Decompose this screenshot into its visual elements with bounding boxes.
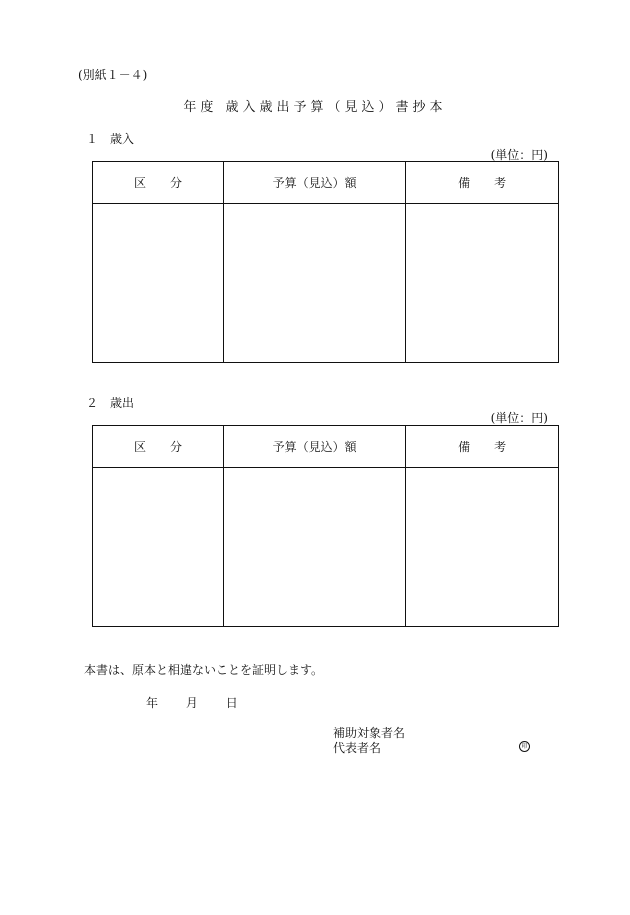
table-header-row [93, 162, 559, 204]
table-row [93, 468, 559, 627]
attachment-label: (別紙１－４) [78, 68, 148, 82]
recipient-name-label: 補助対象者名 [333, 726, 406, 740]
category-cell[interactable] [93, 468, 224, 627]
column-header-budget-amount: 予算（見込）額 [223, 426, 405, 468]
date-month: 月 [185, 696, 198, 710]
section-heading-expenditure: ２ 歳出 [86, 396, 135, 410]
section-heading-revenue: １ 歳入 [86, 132, 135, 146]
certification-statement: 本書は、原本と相違ないことを証明します。 [84, 663, 324, 677]
unit-label-expenditure: (単位：円) [490, 411, 548, 425]
document-title: 年度 歳入歳出予算（見込）書抄本 [183, 100, 447, 115]
remarks-cell[interactable] [406, 204, 559, 363]
revenue-table [92, 161, 559, 363]
column-header-category: 区 分 [93, 162, 224, 204]
column-header-remarks: 備 考 [406, 162, 559, 204]
column-header-category: 区 分 [93, 426, 224, 468]
table-row [93, 204, 559, 363]
date-day: 日 [225, 696, 238, 710]
expenditure-table [92, 425, 559, 627]
column-header-remarks: 備 考 [406, 426, 559, 468]
budget-amount-cell[interactable] [223, 468, 405, 627]
column-header-budget-amount: 予算（見込）額 [223, 162, 405, 204]
table-header-row [93, 426, 559, 468]
date-line [146, 694, 262, 711]
seal-icon: 印 [519, 741, 530, 752]
unit-label-revenue: (単位：円) [490, 148, 548, 162]
remarks-cell[interactable] [406, 468, 559, 627]
budget-amount-cell[interactable] [223, 204, 405, 363]
representative-name-label: 代表者名 [333, 741, 382, 755]
date-year: 年 [146, 696, 159, 710]
category-cell[interactable] [93, 204, 224, 363]
